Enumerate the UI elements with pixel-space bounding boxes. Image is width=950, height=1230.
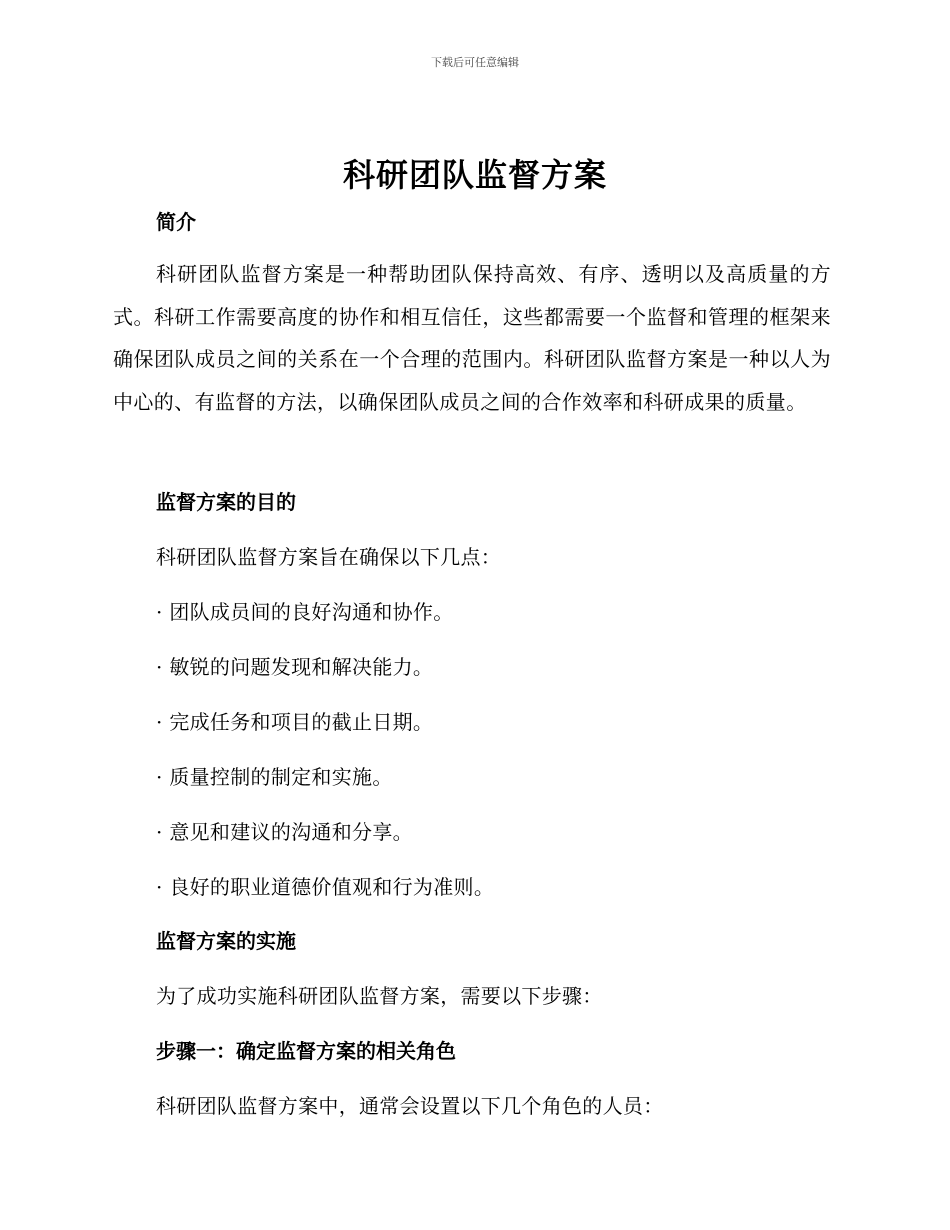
purpose-list-item: · 良好的职业道德价值观和行为准则。 <box>156 875 495 899</box>
purpose-list-item: · 团队成员间的良好沟通和协作。 <box>156 600 454 624</box>
purpose-list-item: · 质量控制的制定和实施。 <box>156 765 393 789</box>
implementation-lead-text: 为了成功实施科研团队监督方案，需要以下步骤： <box>156 984 603 1008</box>
intro-paragraph: 科研团队监督方案是一种帮助团队保持高效、有序、透明以及高质量的方式。科研工作需要高度的协作和相互信任，这些都需要一个监督和管理的框架来确保团队成员之间的关系在一个合理的范围内。科研团队监督方案是一种以人为中心的、有监督的方法，以确保团队成员之间的合作效率和科研成果的质量。 <box>113 262 831 414</box>
purpose-list-item: · 敏锐的问题发现和解决能力。 <box>156 655 434 679</box>
purpose-list-item: · 完成任务和项目的截止日期。 <box>156 710 434 734</box>
section-heading-implementation: 监督方案的实施 <box>156 929 296 953</box>
step1-heading: 步骤一：确定监督方案的相关角色 <box>156 1039 456 1063</box>
section-heading-intro: 简介 <box>156 210 196 234</box>
header-note: 下载后可任意编辑 <box>431 56 519 69</box>
purpose-list-item: · 意见和建议的沟通和分享。 <box>156 820 413 844</box>
section-heading-purpose: 监督方案的目的 <box>156 490 296 514</box>
document-title: 科研团队监督方案 <box>342 156 607 194</box>
purpose-lead-text: 科研团队监督方案旨在确保以下几点： <box>156 545 502 569</box>
step1-text: 科研团队监督方案中，通常会设置以下几个角色的人员： <box>156 1094 664 1118</box>
